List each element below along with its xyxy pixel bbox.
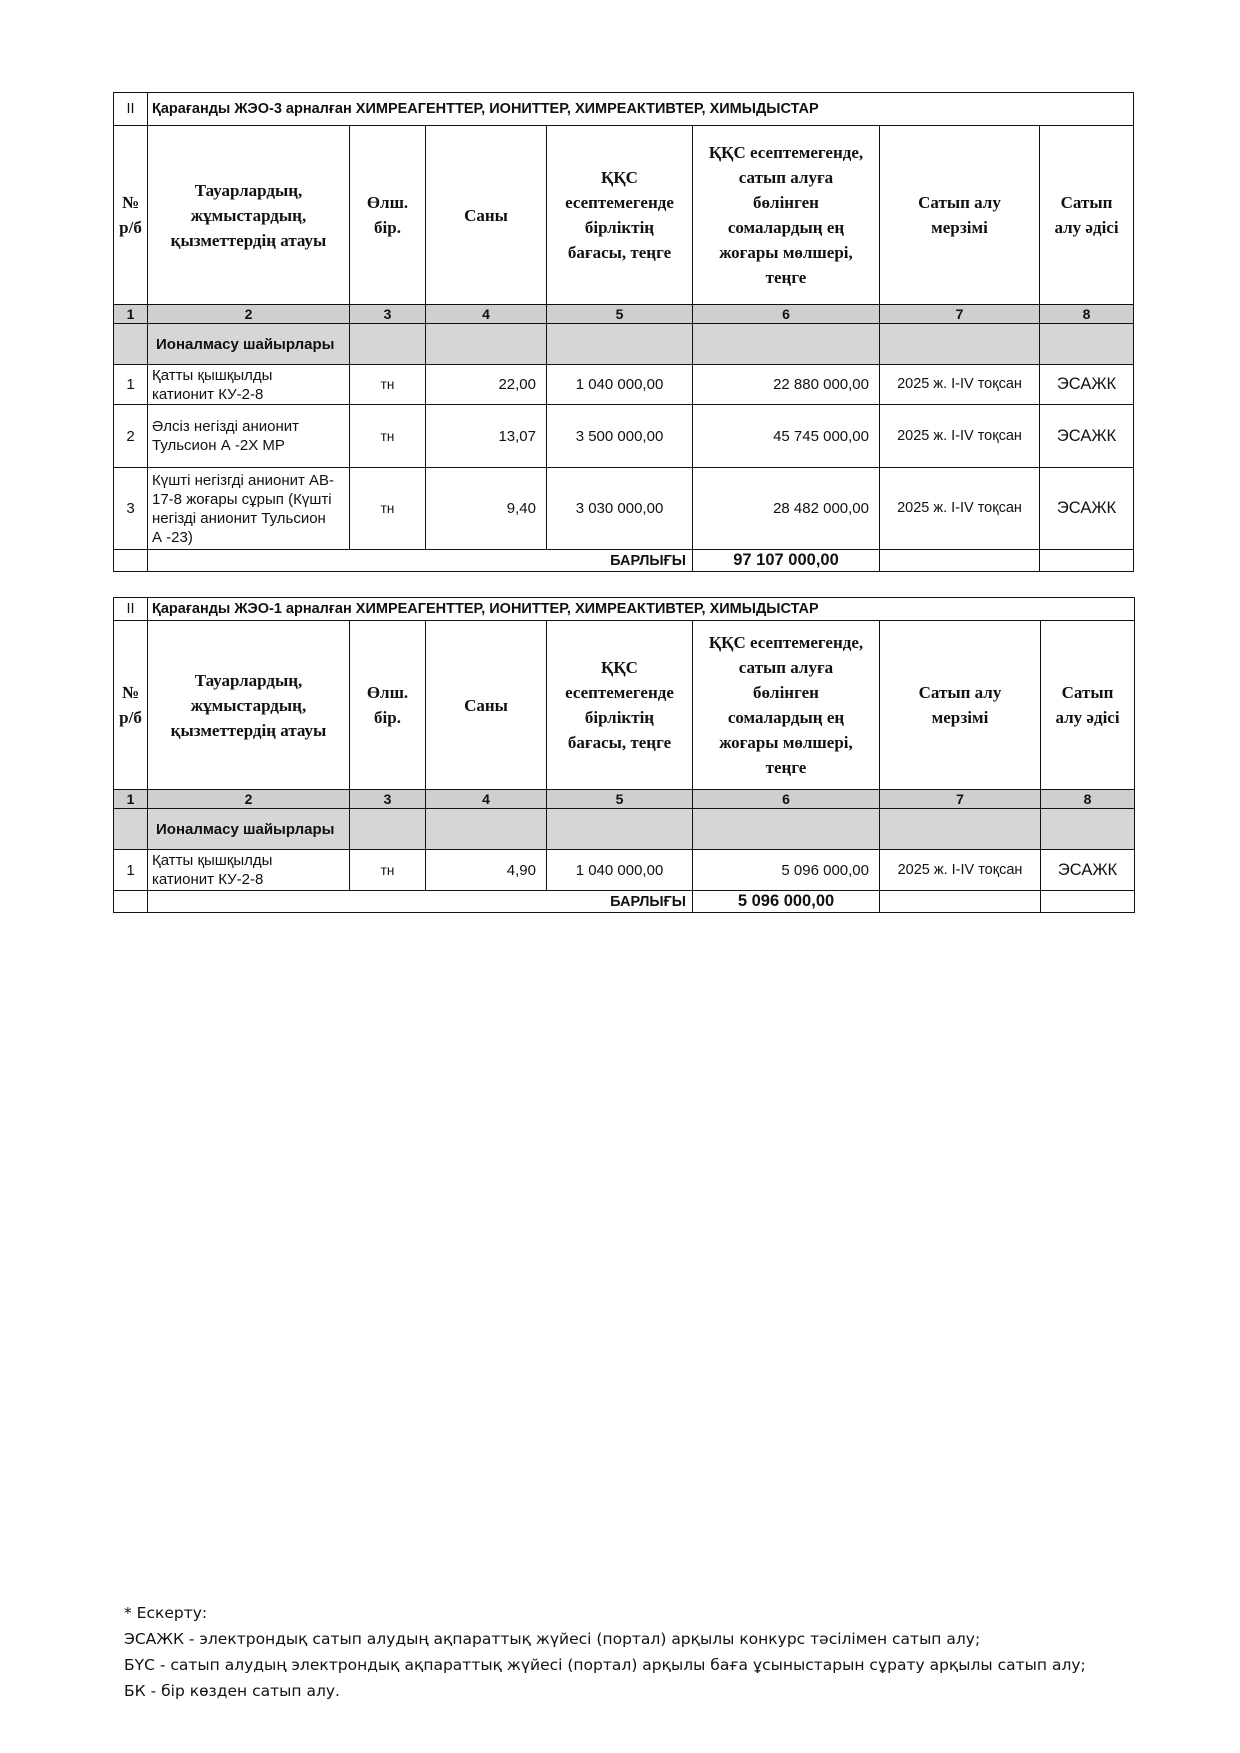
total-value: 97 107 000,00 (693, 550, 880, 572)
header-max-sum: ҚҚС есептемегенде, сатып алуға бөлінген сомалардың ең жоғары мөлшері, теңге (693, 126, 880, 305)
column-number: 3 (350, 305, 426, 324)
group-label: Ионалмасу шайырлары (148, 809, 350, 850)
footnote-line: БҮС - сатып алудың электрондық ақпараттық жүйесі (портал) арқылы баға ұсыныстарын сұрату арқылы сатып алу; (124, 1656, 1086, 1674)
row-num: 1 (114, 365, 148, 405)
header-period: Сатып алу мерзімі (880, 621, 1041, 790)
row-period: 2025 ж. I-IV тоқсан (880, 405, 1040, 468)
column-number: 7 (880, 305, 1040, 324)
total-label: БАРЛЫҒЫ (148, 891, 693, 913)
column-numbers-row (114, 790, 1135, 809)
section-number: II (114, 598, 148, 621)
group-row (114, 809, 1135, 850)
group-label: Ионалмасу шайырлары (148, 324, 350, 365)
section-number: II (114, 93, 148, 126)
total-label: БАРЛЫҒЫ (148, 550, 693, 572)
row-unit: тн (350, 468, 426, 550)
header-method: Сатып алу әдісі (1041, 621, 1135, 790)
row-qty: 4,90 (426, 850, 547, 891)
header-unit: Өлш. бір. (350, 621, 426, 790)
table-row (114, 405, 1134, 468)
row-name: Қатты қышқылды катионит КУ-2-8 (148, 365, 350, 405)
column-number: 4 (426, 305, 547, 324)
table-title-row (114, 93, 1134, 126)
row-total: 22 880 000,00 (693, 365, 880, 405)
column-number: 8 (1040, 305, 1134, 324)
table-row (114, 468, 1134, 550)
row-name: Қатты қышқылды катионит КУ-2-8 (148, 850, 350, 891)
group-row (114, 324, 1134, 365)
column-number: 1 (114, 305, 148, 324)
table-title-row (114, 598, 1135, 621)
row-period: 2025 ж. I-IV тоқсан (880, 468, 1040, 550)
column-numbers-row (114, 305, 1134, 324)
header-method: Сатып алу әдісі (1040, 126, 1134, 305)
row-price: 1 040 000,00 (547, 365, 693, 405)
row-qty: 13,07 (426, 405, 547, 468)
column-number: 4 (426, 790, 547, 809)
table-row (114, 365, 1134, 405)
header-name: Тауарлардың, жұмыстардың, қызметтердің атауы (148, 621, 350, 790)
table-title: Қарағанды ЖЭО-3 арналған ХИМРЕАГЕНТТЕР, ИОНИТТЕР, ХИМРЕАКТИВТЕР, ХИМЫДЫСТАР (148, 93, 1134, 126)
column-number: 6 (693, 305, 880, 324)
row-total: 5 096 000,00 (693, 850, 880, 891)
header-max-sum: ҚҚС есептемегенде, сатып алуға бөлінген сомалардың ең жоғары мөлшері, теңге (693, 621, 880, 790)
row-price: 1 040 000,00 (547, 850, 693, 891)
total-row (114, 550, 1134, 572)
row-method: ЭСАЖК (1040, 468, 1134, 550)
total-row (114, 891, 1135, 913)
row-method: ЭСАЖК (1041, 850, 1135, 891)
row-num: 2 (114, 405, 148, 468)
row-unit: тн (350, 365, 426, 405)
header-qty: Саны (426, 621, 547, 790)
row-period: 2025 ж. I-IV тоқсан (880, 365, 1040, 405)
header-row (114, 126, 1134, 305)
footnote-heading: * Ескерту: (124, 1604, 208, 1622)
column-number: 5 (547, 305, 693, 324)
row-num: 1 (114, 850, 148, 891)
footnote (124, 1600, 1144, 1704)
column-number: 8 (1041, 790, 1135, 809)
header-name: Тауарлардың, жұмыстардың, қызметтердің атауы (148, 126, 350, 305)
column-number: 2 (148, 790, 350, 809)
header-num: № р/б (114, 621, 148, 790)
header-unit: Өлш. бір. (350, 126, 426, 305)
row-price: 3 030 000,00 (547, 468, 693, 550)
procurement-table-tpp3 (113, 92, 1134, 572)
header-row (114, 621, 1135, 790)
header-num: № р/б (114, 126, 148, 305)
row-qty: 22,00 (426, 365, 547, 405)
row-total: 45 745 000,00 (693, 405, 880, 468)
header-price: ҚҚС есептемегенде бірліктің бағасы, теңге (547, 126, 693, 305)
column-number: 3 (350, 790, 426, 809)
row-unit: тн (350, 405, 426, 468)
row-price: 3 500 000,00 (547, 405, 693, 468)
column-number: 7 (880, 790, 1041, 809)
row-num: 3 (114, 468, 148, 550)
header-qty: Саны (426, 126, 547, 305)
header-period: Сатып алу мерзімі (880, 126, 1040, 305)
row-name: Күшті негізгді анионит АВ- 17-8 жоғары сұрып (Күшті негізді анионит Тульсион А -23) (148, 468, 350, 550)
procurement-table-tpp1 (113, 597, 1135, 913)
footnote-line: ЭСАЖК - электрондық сатып алудың ақпараттық жүйесі (портал) арқылы конкурс тәсілімен сатып алу; (124, 1630, 981, 1648)
table-title: Қарағанды ЖЭО-1 арналған ХИМРЕАГЕНТТЕР, ИОНИТТЕР, ХИМРЕАКТИВТЕР, ХИМЫДЫСТАР (148, 598, 1135, 621)
footnote-line: БК - бір көзден сатып алу. (124, 1682, 340, 1700)
row-unit: тн (350, 850, 426, 891)
row-period: 2025 ж. I-IV тоқсан (880, 850, 1041, 891)
column-number: 1 (114, 790, 148, 809)
table-row (114, 850, 1135, 891)
column-number: 6 (693, 790, 880, 809)
column-number: 5 (547, 790, 693, 809)
row-total: 28 482 000,00 (693, 468, 880, 550)
row-qty: 9,40 (426, 468, 547, 550)
total-value: 5 096 000,00 (693, 891, 880, 913)
row-name: Әлсіз негізді анионит Тульсион А -2Х МР (148, 405, 350, 468)
row-method: ЭСАЖК (1040, 405, 1134, 468)
column-number: 2 (148, 305, 350, 324)
header-price: ҚҚС есептемегенде бірліктің бағасы, теңге (547, 621, 693, 790)
row-method: ЭСАЖК (1040, 365, 1134, 405)
